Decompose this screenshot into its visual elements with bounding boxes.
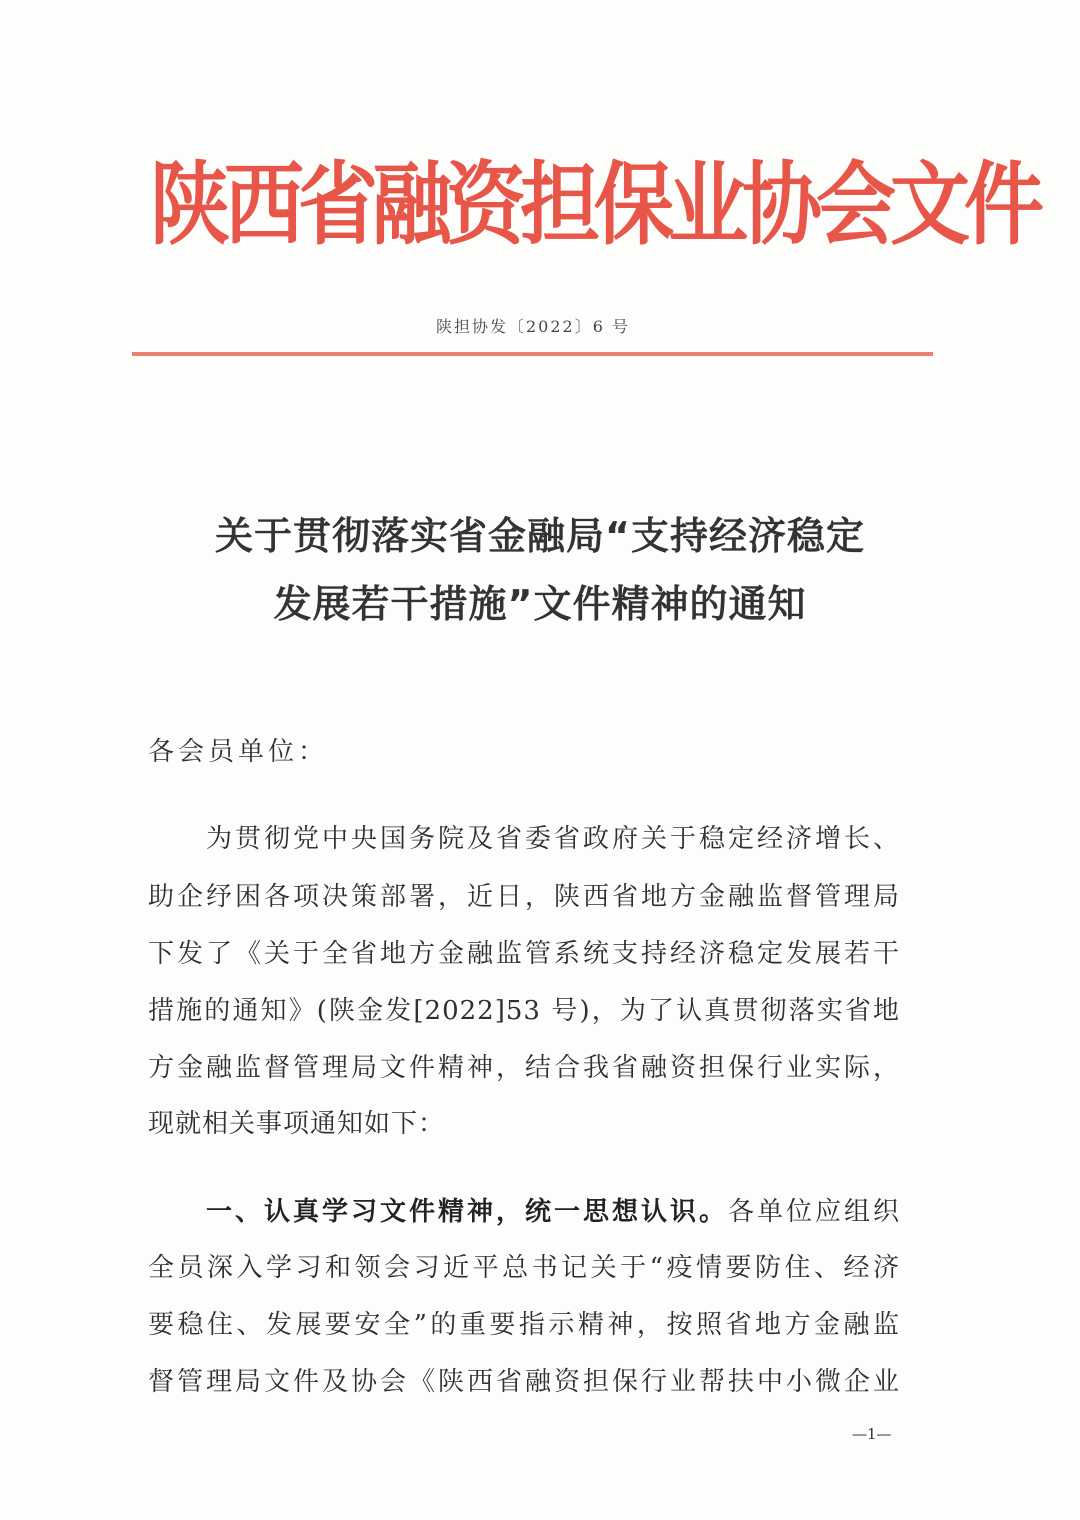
section-1-line-4: 督管理局文件及协会《陕西省融资担保行业帮扶中小微企业: [148, 1367, 900, 1397]
document-header-title: 陕西省融资担保业协会文件: [150, 151, 1038, 257]
paragraph-1-line-6: 现就相关事项通知如下：: [148, 1109, 446, 1139]
paragraph-1-line-5: 方金融监督管理局文件精神，结合我省融资担保行业实际，: [148, 1053, 900, 1083]
section-1-line-3: 要稳住、发展要安全”的重要指示精神，按照省地方金融监: [148, 1310, 900, 1340]
red-divider-rule: [132, 352, 933, 356]
paragraph-1-line-4: 措施的通知》(陕金发[2022]53 号)，为了认真贯彻落实省地: [148, 996, 900, 1026]
section-1-heading: 一、认真学习文件精神，统一思想认识。: [206, 1197, 728, 1227]
paragraph-1-line-3: 下发了《关于全省地方金融监管系统支持经济稳定发展若干: [148, 939, 900, 969]
section-1-line-1-rest: 各单位应组织: [727, 1197, 900, 1227]
section-1-line-2: 全员深入学习和领会习近平总书记关于“疫情要防住、经济: [148, 1253, 900, 1283]
page-number: —1—: [852, 1425, 892, 1443]
notice-title-line-2: 发展若干措施”文件精神的通知: [273, 582, 807, 626]
paragraph-1-line-2: 助企纾困各项决策部署，近日，陕西省地方金融监督管理局: [148, 882, 900, 912]
document-number: 陕担协发〔2022〕6 号: [436, 317, 630, 336]
section-1-line-1: [206, 1192, 900, 1232]
paragraph-1-line-1: 为贯彻党中央国务院及省委省政府关于稳定经济增长、: [206, 824, 900, 854]
notice-title-line-1: 关于贯彻落实省金融局“支持经济稳定: [215, 514, 865, 558]
salutation: 各会员单位：: [148, 737, 329, 767]
